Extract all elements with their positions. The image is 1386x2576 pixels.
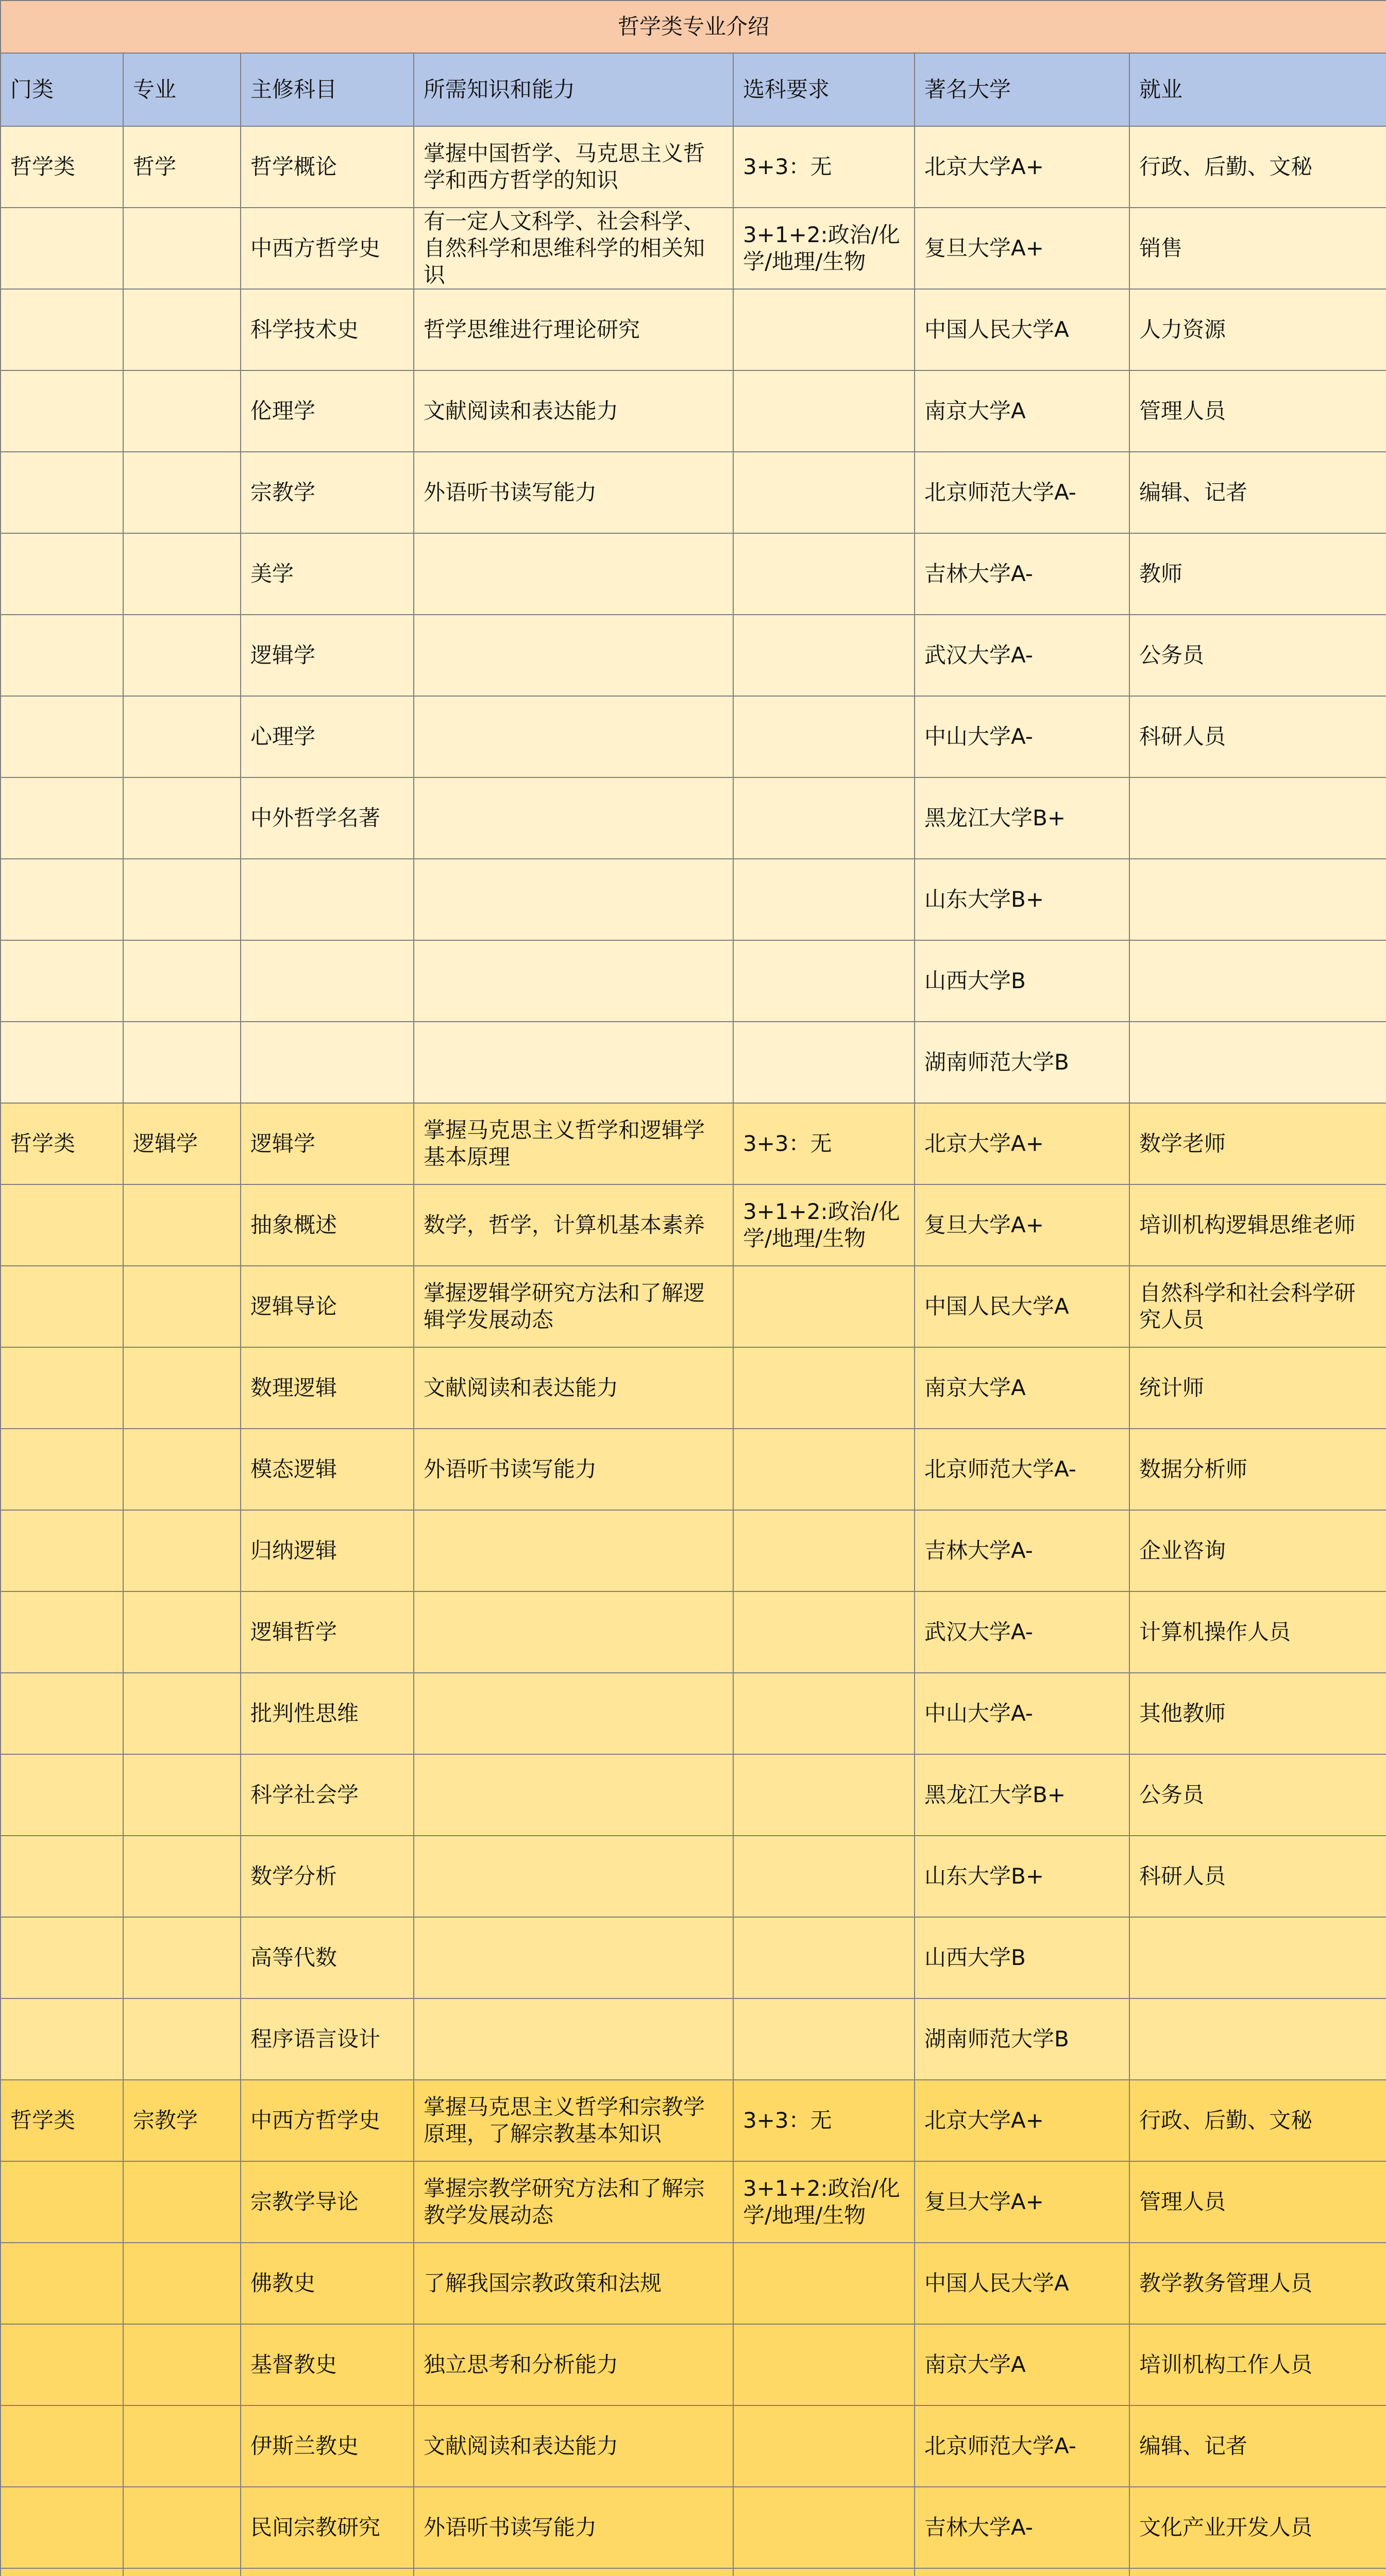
skills-cell: 文献阅读和表达能力	[414, 2405, 733, 2487]
skills-cell: 文献阅读和表达能力	[414, 1347, 733, 1429]
university-cell: 中国人民大学A	[915, 2243, 1129, 2324]
course-cell: 抽象概述	[241, 1184, 414, 1266]
table-row	[1, 289, 1386, 370]
major-cell	[123, 1998, 241, 2080]
header-skills: 所需知识和能力	[414, 53, 733, 126]
table-row	[1, 452, 1386, 533]
category-cell	[1, 1917, 123, 1998]
employment-cell: 企业咨询	[1129, 1510, 1386, 1591]
major-cell	[123, 696, 241, 777]
skills-cell	[414, 1673, 733, 1754]
course-cell	[241, 940, 414, 1022]
requirement-cell	[733, 2405, 915, 2487]
course-cell: 伦理学	[241, 370, 414, 452]
course-cell: 美学	[241, 533, 414, 615]
requirement-cell	[733, 1347, 915, 1429]
university-cell: 吉林大学A-	[915, 2487, 1129, 2568]
employment-cell: 培训机构工作人员	[1129, 2324, 1386, 2405]
requirement-cell	[733, 615, 915, 696]
skills-cell	[414, 1917, 733, 1998]
course-cell: 逻辑学	[241, 1103, 414, 1184]
skills-cell	[414, 1836, 733, 1917]
course-cell: 伊斯兰教史	[241, 2405, 414, 2487]
table-row	[1, 859, 1386, 940]
major-cell: 宗教学	[123, 2080, 241, 2161]
major-cell	[123, 208, 241, 289]
requirement-cell	[733, 2568, 915, 2576]
skills-cell: 掌握中国哲学、马克思主义哲学和西方哲学的知识	[414, 126, 733, 208]
table-row	[1, 1998, 1386, 2080]
header-courses: 主修科目	[241, 53, 414, 126]
course-cell: 民间宗教研究	[241, 2487, 414, 2568]
skills-cell	[414, 1998, 733, 2080]
employment-cell	[1129, 777, 1386, 859]
major-cell	[123, 452, 241, 533]
skills-cell: 数学，哲学，计算机基本素养	[414, 1184, 733, 1266]
table-row	[1, 1184, 1386, 1266]
table-row	[1, 208, 1386, 289]
major-cell	[123, 1754, 241, 1836]
requirement-cell	[733, 2324, 915, 2405]
university-cell: 南京大学A	[915, 370, 1129, 452]
employment-cell: 数据分析师	[1129, 1429, 1386, 1510]
course-cell: 数理逻辑	[241, 1347, 414, 1429]
course-cell: 程序语言设计	[241, 1998, 414, 2080]
employment-cell	[1129, 1917, 1386, 1998]
major-cell	[123, 1673, 241, 1754]
header-subject-requirements: 选科要求	[733, 53, 915, 126]
category-cell	[1, 1510, 123, 1591]
table-row	[1, 1917, 1386, 1998]
major-cell	[123, 1347, 241, 1429]
category-cell	[1, 2568, 123, 2576]
skills-cell: 文献阅读和表达能力	[414, 370, 733, 452]
course-cell: 科学社会学	[241, 1754, 414, 1836]
skills-cell: 掌握逻辑学研究方法和了解逻辑学发展动态	[414, 1266, 733, 1347]
category-cell	[1, 1266, 123, 1347]
skills-cell	[414, 533, 733, 615]
category-cell	[1, 1836, 123, 1917]
course-cell: 归纳逻辑	[241, 1510, 414, 1591]
course-cell: 逻辑哲学	[241, 1591, 414, 1673]
major-cell: 哲学	[123, 126, 241, 208]
category-cell	[1, 2243, 123, 2324]
major-cell	[123, 2161, 241, 2243]
course-cell: 逻辑导论	[241, 1266, 414, 1347]
header-major: 专业	[123, 53, 241, 126]
requirement-cell	[733, 370, 915, 452]
major-cell	[123, 2243, 241, 2324]
requirement-cell	[733, 940, 915, 1022]
major-cell	[123, 2405, 241, 2487]
table-row	[1, 1591, 1386, 1673]
major-cell	[123, 2568, 241, 2576]
university-cell: 复旦大学A+	[915, 208, 1129, 289]
requirement-cell: 3+1+2:政治/化学/地理/生物	[733, 208, 915, 289]
employment-cell	[1129, 1998, 1386, 2080]
employment-cell: 科研人员	[1129, 1836, 1386, 1917]
major-cell: 逻辑学	[123, 1103, 241, 1184]
university-cell: 山东大学B+	[915, 1836, 1129, 1917]
course-cell: 哲学概论	[241, 126, 414, 208]
university-cell: 北京大学A+	[915, 1103, 1129, 1184]
major-cell	[123, 1836, 241, 1917]
major-cell	[123, 1510, 241, 1591]
skills-cell: 独立思考和分析能力	[414, 2324, 733, 2405]
university-cell: 山西大学B	[915, 1917, 1129, 1998]
table-row	[1, 2243, 1386, 2324]
table-row	[1, 1022, 1386, 1103]
course-cell: 模态逻辑	[241, 1429, 414, 1510]
course-cell: 宗教学	[241, 452, 414, 533]
requirement-cell: 3+3：无	[733, 2080, 915, 2161]
category-cell	[1, 1347, 123, 1429]
course-cell: 基督教史	[241, 2324, 414, 2405]
category-cell	[1, 2161, 123, 2243]
university-cell: 南京大学A	[915, 2324, 1129, 2405]
university-cell	[915, 2568, 1129, 2576]
category-cell	[1, 777, 123, 859]
table-row	[1, 370, 1386, 452]
major-cell	[123, 1022, 241, 1103]
skills-cell: 掌握马克思主义哲学和宗教学原理，了解宗教基本知识	[414, 2080, 733, 2161]
table-row	[1, 2080, 1386, 2161]
skills-cell: 哲学思维进行理论研究	[414, 289, 733, 370]
course-cell: 中西方哲学史	[241, 208, 414, 289]
university-cell: 黑龙江大学B+	[915, 1754, 1129, 1836]
requirement-cell: 3+3：无	[733, 126, 915, 208]
category-cell: 哲学类	[1, 2080, 123, 2161]
skills-cell	[414, 1591, 733, 1673]
employment-cell	[1129, 940, 1386, 1022]
employment-cell: 自然科学和社会科学研究人员	[1129, 1266, 1386, 1347]
university-cell: 北京师范大学A-	[915, 2405, 1129, 2487]
course-cell: 批判性思维	[241, 1673, 414, 1754]
university-cell: 复旦大学A+	[915, 1184, 1129, 1266]
table-row	[1, 696, 1386, 777]
category-cell	[1, 1184, 123, 1266]
course-cell: 科学技术史	[241, 289, 414, 370]
course-cell: 宗教学导论	[241, 2161, 414, 2243]
major-cell	[123, 289, 241, 370]
employment-cell: 行政、后勤、文秘	[1129, 2080, 1386, 2161]
category-cell	[1, 615, 123, 696]
employment-cell	[1129, 1022, 1386, 1103]
university-cell: 中国人民大学A	[915, 1266, 1129, 1347]
employment-cell: 教师	[1129, 533, 1386, 615]
requirement-cell	[733, 1022, 915, 1103]
skills-cell	[414, 859, 733, 940]
requirement-cell: 3+1+2:政治/化学/地理/生物	[733, 2161, 915, 2243]
skills-cell	[414, 1754, 733, 1836]
table-row	[1, 1754, 1386, 1836]
major-cell	[123, 615, 241, 696]
skills-cell: 有一定人文科学、社会科学、自然科学和思维科学的相关知识	[414, 208, 733, 289]
employment-cell: 管理人员	[1129, 2161, 1386, 2243]
category-cell	[1, 208, 123, 289]
skills-cell	[414, 696, 733, 777]
employment-cell: 公务员	[1129, 1754, 1386, 1836]
table-row	[1, 940, 1386, 1022]
table-row	[1, 1510, 1386, 1591]
employment-cell: 计算机操作人员	[1129, 1591, 1386, 1673]
table-row	[1, 126, 1386, 208]
major-cell	[123, 940, 241, 1022]
table-row	[1, 1266, 1386, 1347]
skills-cell: 外语听书读写能力	[414, 2487, 733, 2568]
skills-cell	[414, 615, 733, 696]
category-cell	[1, 289, 123, 370]
header-employment: 就业	[1129, 53, 1386, 126]
category-cell	[1, 1591, 123, 1673]
employment-cell	[1129, 2568, 1386, 2576]
category-cell	[1, 1673, 123, 1754]
university-cell: 北京大学A+	[915, 126, 1129, 208]
university-cell: 吉林大学A-	[915, 533, 1129, 615]
major-cell	[123, 2487, 241, 2568]
course-cell: 佛教史	[241, 2243, 414, 2324]
employment-cell: 教学教务管理人员	[1129, 2243, 1386, 2324]
employment-cell: 人力资源	[1129, 289, 1386, 370]
requirement-cell	[733, 1836, 915, 1917]
skills-cell	[414, 1510, 733, 1591]
course-cell: 中西方哲学史	[241, 2080, 414, 2161]
course-cell: 心理学	[241, 696, 414, 777]
employment-cell: 培训机构逻辑思维老师	[1129, 1184, 1386, 1266]
table-row	[1, 2324, 1386, 2405]
major-cell	[123, 370, 241, 452]
skills-cell	[414, 777, 733, 859]
table-row	[1, 2405, 1386, 2487]
category-cell	[1, 696, 123, 777]
category-cell	[1, 2405, 123, 2487]
university-cell: 中国人民大学A	[915, 289, 1129, 370]
university-cell: 北京师范大学A-	[915, 1429, 1129, 1510]
university-cell: 复旦大学A+	[915, 2161, 1129, 2243]
major-cell	[123, 1266, 241, 1347]
category-cell	[1, 1998, 123, 2080]
university-cell: 中山大学A-	[915, 696, 1129, 777]
employment-cell: 科研人员	[1129, 696, 1386, 777]
employment-cell: 统计师	[1129, 1347, 1386, 1429]
skills-cell	[414, 1022, 733, 1103]
university-cell: 山东大学B+	[915, 859, 1129, 940]
university-cell: 黑龙江大学B+	[915, 777, 1129, 859]
skills-cell	[414, 940, 733, 1022]
category-cell	[1, 370, 123, 452]
category-cell	[1, 1429, 123, 1510]
requirement-cell	[733, 1429, 915, 1510]
employment-cell: 编辑、记者	[1129, 452, 1386, 533]
requirement-cell	[733, 533, 915, 615]
category-cell	[1, 940, 123, 1022]
university-cell: 中山大学A-	[915, 1673, 1129, 1754]
table-row	[1, 1836, 1386, 1917]
course-cell	[241, 1022, 414, 1103]
requirement-cell	[733, 1266, 915, 1347]
skills-cell: 外语听书读写能力	[414, 1429, 733, 1510]
requirement-cell	[733, 1673, 915, 1754]
course-cell: 中外哲学名著	[241, 777, 414, 859]
university-cell: 吉林大学A-	[915, 1510, 1129, 1591]
category-cell: 哲学类	[1, 126, 123, 208]
major-cell	[123, 533, 241, 615]
category-cell	[1, 452, 123, 533]
category-cell	[1, 2324, 123, 2405]
page-title: 哲学类专业介绍	[1, 1, 1386, 53]
requirement-cell	[733, 2243, 915, 2324]
table-row	[1, 533, 1386, 615]
major-cell	[123, 1184, 241, 1266]
table-row	[1, 2161, 1386, 2243]
university-cell: 武汉大学A-	[915, 615, 1129, 696]
requirement-cell	[733, 452, 915, 533]
requirement-cell	[733, 2487, 915, 2568]
requirement-cell	[733, 1510, 915, 1591]
major-cell	[123, 2324, 241, 2405]
skills-cell: 外语听书读写能力	[414, 452, 733, 533]
university-cell: 湖南师范大学B	[915, 1022, 1129, 1103]
major-cell	[123, 1591, 241, 1673]
course-cell: 高等代数	[241, 1917, 414, 1998]
table-row	[1, 1673, 1386, 1754]
university-cell: 南京大学A	[915, 1347, 1129, 1429]
major-cell	[123, 1917, 241, 1998]
employment-cell: 行政、后勤、文秘	[1129, 126, 1386, 208]
course-cell	[241, 2568, 414, 2576]
category-cell	[1, 2487, 123, 2568]
course-cell: 逻辑学	[241, 615, 414, 696]
requirement-cell	[733, 289, 915, 370]
requirement-cell: 3+1+2:政治/化学/地理/生物	[733, 1184, 915, 1266]
major-cell	[123, 777, 241, 859]
requirement-cell	[733, 1917, 915, 1998]
employment-cell: 其他教师	[1129, 1673, 1386, 1754]
employment-cell: 文化产业开发人员	[1129, 2487, 1386, 2568]
table-row	[1, 615, 1386, 696]
category-cell	[1, 859, 123, 940]
major-cell	[123, 1429, 241, 1510]
table-row	[1, 2487, 1386, 2568]
header-category: 门类	[1, 53, 123, 126]
skills-cell: 了解我国宗教政策和法规	[414, 2243, 733, 2324]
skills-cell: 掌握宗教学研究方法和了解宗教学发展动态	[414, 2161, 733, 2243]
major-cell	[123, 859, 241, 940]
skills-cell: 掌握马克思主义哲学和逻辑学基本原理	[414, 1103, 733, 1184]
table-row	[1, 2568, 1386, 2576]
employment-cell	[1129, 859, 1386, 940]
category-cell	[1, 533, 123, 615]
university-cell: 武汉大学A-	[915, 1591, 1129, 1673]
university-cell: 湖南师范大学B	[915, 1998, 1129, 2080]
requirement-cell	[733, 1591, 915, 1673]
university-cell: 山西大学B	[915, 940, 1129, 1022]
employment-cell: 编辑、记者	[1129, 2405, 1386, 2487]
requirement-cell: 3+3：无	[733, 1103, 915, 1184]
header-row	[1, 53, 1386, 126]
employment-cell: 管理人员	[1129, 370, 1386, 452]
title-row	[1, 1, 1386, 53]
requirement-cell	[733, 777, 915, 859]
header-universities: 著名大学	[915, 53, 1129, 126]
employment-cell: 销售	[1129, 208, 1386, 289]
university-cell: 北京师范大学A-	[915, 452, 1129, 533]
table-row	[1, 1103, 1386, 1184]
university-cell: 北京大学A+	[915, 2080, 1129, 2161]
skills-cell	[414, 2568, 733, 2576]
employment-cell: 数学老师	[1129, 1103, 1386, 1184]
category-cell: 哲学类	[1, 1103, 123, 1184]
requirement-cell	[733, 696, 915, 777]
employment-cell: 公务员	[1129, 615, 1386, 696]
requirement-cell	[733, 859, 915, 940]
table-row	[1, 1429, 1386, 1510]
requirement-cell	[733, 1754, 915, 1836]
table-row	[1, 1347, 1386, 1429]
course-cell: 数学分析	[241, 1836, 414, 1917]
category-cell	[1, 1022, 123, 1103]
requirement-cell	[733, 1998, 915, 2080]
course-cell	[241, 859, 414, 940]
table-row	[1, 777, 1386, 859]
category-cell	[1, 1754, 123, 1836]
